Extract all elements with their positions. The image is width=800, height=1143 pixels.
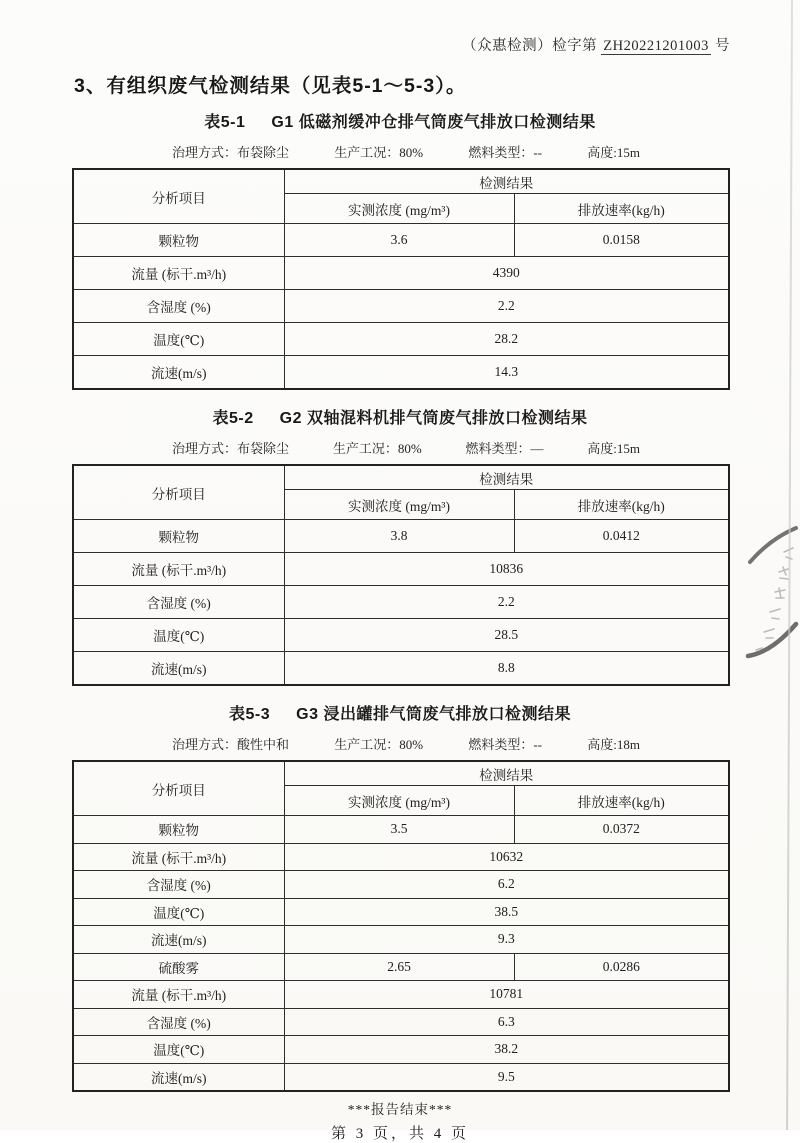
row-label: 流量 (标干.m³/h) bbox=[73, 257, 284, 290]
cell-span-value: 8.8 bbox=[284, 652, 729, 686]
meta-item bbox=[172, 142, 289, 161]
doc-ref-code: ZH20221201003 bbox=[603, 38, 709, 54]
cell-span-value: 6.3 bbox=[284, 1008, 729, 1036]
meta-value: -- bbox=[533, 737, 543, 752]
table-row bbox=[73, 1063, 729, 1091]
cell-span-value: 2.2 bbox=[284, 290, 729, 323]
cell-concentration: 3.8 bbox=[284, 520, 514, 553]
cell-concentration: 3.5 bbox=[284, 816, 514, 844]
column-header-item: 分析项目 bbox=[73, 465, 284, 520]
cell-span-value: 10836 bbox=[284, 553, 729, 586]
table-caption-label: 表5-3 bbox=[229, 706, 271, 723]
cell-span-value: 9.5 bbox=[284, 1063, 729, 1091]
table-row bbox=[73, 356, 729, 390]
cell-rate: 0.0372 bbox=[514, 816, 729, 844]
meta-item bbox=[172, 438, 289, 457]
table-caption-title: G2 双轴混料机排气筒废气排放口检测结果 bbox=[279, 410, 588, 427]
cell-rate: 0.0412 bbox=[514, 520, 729, 553]
meta-item bbox=[465, 438, 543, 457]
meta-value: 18m bbox=[616, 737, 640, 752]
meta-value: 15m bbox=[616, 441, 640, 456]
table-row bbox=[73, 981, 729, 1009]
table-caption bbox=[0, 701, 800, 724]
meta-item bbox=[333, 438, 422, 457]
page-number: 第 3 页，共 4 页 bbox=[330, 1126, 469, 1142]
row-label: 温度(℃) bbox=[73, 1036, 284, 1064]
table-meta bbox=[172, 142, 640, 161]
meta-value: 80% bbox=[399, 737, 424, 752]
row-label: 流速(m/s) bbox=[73, 356, 284, 390]
table-caption bbox=[0, 109, 800, 132]
row-label: 含湿度 (%) bbox=[73, 290, 284, 323]
table-row bbox=[73, 586, 729, 619]
cell-span-value: 10781 bbox=[284, 981, 729, 1009]
row-label: 含湿度 (%) bbox=[73, 586, 284, 619]
cell-concentration: 3.6 bbox=[284, 224, 514, 257]
meta-label: 高度: bbox=[587, 145, 617, 160]
table-row bbox=[73, 652, 729, 686]
column-header-concentration: 实测浓度 (mg/m³) bbox=[284, 194, 514, 224]
meta-item bbox=[334, 734, 423, 753]
tables-region bbox=[0, 109, 800, 1092]
table-row bbox=[73, 619, 729, 652]
table-section bbox=[0, 109, 800, 390]
table-row bbox=[73, 816, 729, 844]
table-row bbox=[73, 520, 729, 553]
cell-span-value: 2.2 bbox=[284, 586, 729, 619]
meta-value: 酸性中和 bbox=[237, 737, 290, 752]
row-label: 流量 (标干.m³/h) bbox=[73, 843, 284, 871]
row-label: 含湿度 (%) bbox=[73, 871, 284, 899]
meta-label: 燃料类型： bbox=[468, 145, 534, 160]
table-row bbox=[73, 1036, 729, 1064]
cell-rate: 0.0286 bbox=[514, 953, 729, 981]
column-header-concentration: 实测浓度 (mg/m³) bbox=[284, 490, 514, 520]
meta-item bbox=[468, 142, 542, 161]
column-header-result-group: 检测结果 bbox=[284, 169, 729, 194]
doc-reference-number bbox=[0, 0, 800, 55]
meta-label: 生产工况： bbox=[334, 737, 400, 752]
table-row bbox=[73, 953, 729, 981]
row-label: 含湿度 (%) bbox=[73, 1008, 284, 1036]
table-section bbox=[0, 405, 800, 686]
table-caption-title: G3 浸出罐排气筒废气排放口检测结果 bbox=[296, 706, 571, 723]
table-row bbox=[73, 553, 729, 586]
column-header-item: 分析项目 bbox=[73, 169, 284, 224]
cell-span-value: 14.3 bbox=[284, 356, 729, 390]
table-caption bbox=[0, 405, 800, 428]
meta-label: 生产工况： bbox=[334, 145, 400, 160]
meta-label: 高度: bbox=[587, 441, 617, 456]
meta-value: 布袋除尘 bbox=[237, 145, 290, 160]
cell-span-value: 10632 bbox=[284, 843, 729, 871]
meta-label: 治理方式： bbox=[172, 441, 238, 456]
table-row bbox=[73, 898, 729, 926]
cell-span-value: 38.2 bbox=[284, 1036, 729, 1064]
cell-concentration: 2.65 bbox=[284, 953, 514, 981]
row-label: 流量 (标干.m³/h) bbox=[73, 981, 284, 1009]
table-row bbox=[73, 257, 729, 290]
row-label: 温度(℃) bbox=[73, 898, 284, 926]
table-meta bbox=[172, 734, 640, 753]
table-meta bbox=[172, 438, 640, 457]
column-header-rate: 排放速率(kg/h) bbox=[514, 786, 729, 816]
meta-value: — bbox=[530, 441, 544, 456]
cell-rate: 0.0158 bbox=[514, 224, 729, 257]
meta-value: 15m bbox=[616, 145, 640, 160]
row-label: 温度(℃) bbox=[73, 619, 284, 652]
cell-span-value: 4390 bbox=[284, 257, 729, 290]
cell-span-value: 9.3 bbox=[284, 926, 729, 954]
table-row bbox=[73, 224, 729, 257]
section-title: 3、有组织废气检测结果（见表5-1～5-3）。 bbox=[74, 75, 467, 97]
row-label: 颗粒物 bbox=[73, 816, 284, 844]
meta-label: 治理方式： bbox=[172, 145, 238, 160]
table-row bbox=[73, 926, 729, 954]
results-table bbox=[72, 168, 730, 390]
meta-value: 80% bbox=[397, 441, 422, 456]
meta-item bbox=[334, 142, 423, 161]
meta-label: 治理方式： bbox=[172, 737, 238, 752]
column-header-rate: 排放速率(kg/h) bbox=[514, 194, 729, 224]
results-table bbox=[72, 464, 730, 686]
table-row bbox=[73, 871, 729, 899]
table-row bbox=[73, 1008, 729, 1036]
row-label: 流速(m/s) bbox=[73, 652, 284, 686]
row-label: 流量 (标干.m³/h) bbox=[73, 553, 284, 586]
column-header-concentration: 实测浓度 (mg/m³) bbox=[284, 786, 514, 816]
meta-item bbox=[587, 438, 640, 457]
doc-ref-prefix: （众惠检测）检字第 bbox=[462, 38, 598, 54]
cell-span-value: 6.2 bbox=[284, 871, 729, 899]
row-label: 流速(m/s) bbox=[73, 1063, 284, 1091]
meta-label: 高度: bbox=[587, 737, 617, 752]
meta-label: 燃料类型： bbox=[465, 441, 531, 456]
cell-span-value: 28.5 bbox=[284, 619, 729, 652]
meta-item bbox=[172, 734, 289, 753]
table-row bbox=[73, 843, 729, 871]
table-section bbox=[0, 701, 800, 1092]
row-label: 颗粒物 bbox=[73, 520, 284, 553]
meta-value: 80% bbox=[399, 145, 424, 160]
meta-item bbox=[587, 734, 640, 753]
report-end-marker: ***报告结束*** bbox=[347, 1102, 453, 1117]
row-label: 硫酸雾 bbox=[73, 953, 284, 981]
meta-item bbox=[587, 142, 640, 161]
meta-value: -- bbox=[533, 145, 543, 160]
row-label: 流速(m/s) bbox=[73, 926, 284, 954]
table-caption-label: 表5-1 bbox=[204, 114, 246, 131]
table-row bbox=[73, 290, 729, 323]
meta-item bbox=[468, 734, 542, 753]
doc-ref-suffix: 号 bbox=[715, 38, 730, 54]
row-label: 颗粒物 bbox=[73, 224, 284, 257]
meta-label: 生产工况： bbox=[332, 441, 398, 456]
cell-span-value: 38.5 bbox=[284, 898, 729, 926]
cell-span-value: 28.2 bbox=[284, 323, 729, 356]
table-caption-label: 表5-2 bbox=[212, 410, 254, 427]
column-header-result-group: 检测结果 bbox=[284, 465, 729, 490]
meta-value: 布袋除尘 bbox=[237, 441, 290, 456]
table-row bbox=[73, 323, 729, 356]
column-header-result-group: 检测结果 bbox=[284, 761, 729, 786]
column-header-rate: 排放速率(kg/h) bbox=[514, 490, 729, 520]
meta-label: 燃料类型： bbox=[468, 737, 534, 752]
table-caption-title: G1 低磁剂缓冲仓排气筒废气排放口检测结果 bbox=[271, 114, 596, 131]
column-header-item: 分析项目 bbox=[73, 761, 284, 816]
results-table bbox=[72, 760, 730, 1092]
row-label: 温度(℃) bbox=[73, 323, 284, 356]
